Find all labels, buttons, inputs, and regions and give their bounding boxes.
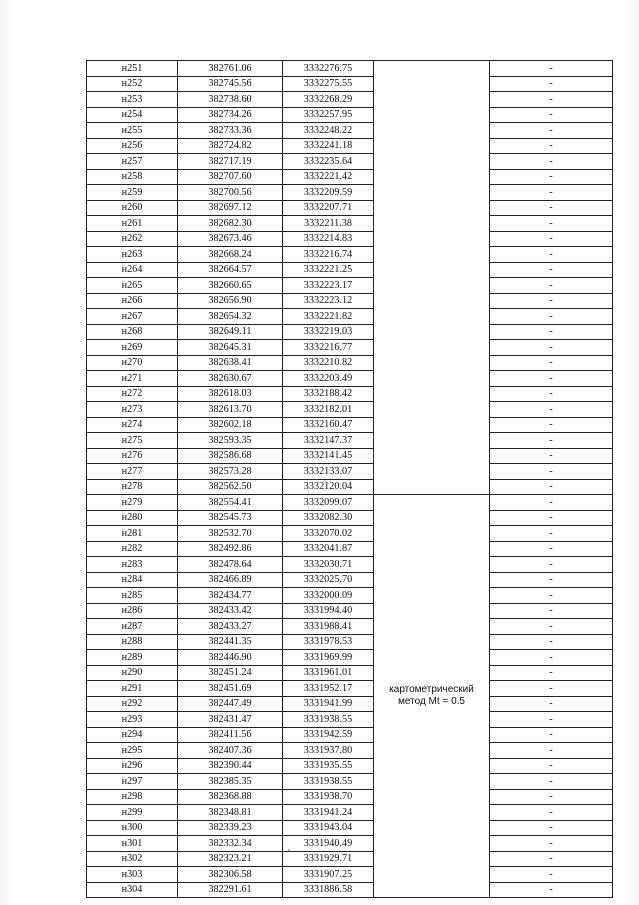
point-id-cell: н251 (87, 61, 178, 77)
y-coordinate-cell: 3332070.02 (283, 526, 374, 542)
x-coordinate-cell: 382431.47 (178, 712, 283, 728)
table-row (87, 309, 613, 325)
point-id-cell: н302 (87, 851, 178, 867)
point-id-cell: н293 (87, 712, 178, 728)
table-row (87, 61, 613, 77)
point-id-cell: н298 (87, 789, 178, 805)
accuracy-dash-cell: - (490, 727, 613, 743)
x-coordinate-cell: 382697.12 (178, 200, 283, 216)
point-id-cell: н287 (87, 619, 178, 635)
x-coordinate-cell: 382738.60 (178, 92, 283, 108)
point-id-cell: н266 (87, 293, 178, 309)
accuracy-dash-cell: - (490, 650, 613, 666)
table-row (87, 712, 613, 728)
accuracy-dash-cell: - (490, 526, 613, 542)
point-id-cell: н262 (87, 231, 178, 247)
x-coordinate-cell: 382682.30 (178, 216, 283, 232)
point-id-cell: н275 (87, 433, 178, 449)
x-coordinate-cell: 382492.86 (178, 541, 283, 557)
accuracy-dash-cell: - (490, 231, 613, 247)
point-id-cell: н268 (87, 324, 178, 340)
y-coordinate-cell: 3332221.82 (283, 309, 374, 325)
x-coordinate-cell: 382466.89 (178, 572, 283, 588)
x-coordinate-cell: 382654.32 (178, 309, 283, 325)
table-row (87, 851, 613, 867)
method-text-line: метод Mt = 0.5 (398, 696, 465, 707)
accuracy-dash-cell: - (490, 402, 613, 418)
accuracy-dash-cell: - (490, 433, 613, 449)
x-coordinate-cell: 382407.36 (178, 743, 283, 759)
x-coordinate-cell: 382613.70 (178, 402, 283, 418)
x-coordinate-cell: 382433.27 (178, 619, 283, 635)
x-coordinate-cell: 382645.31 (178, 340, 283, 356)
y-coordinate-cell: 3331952.17 (283, 681, 374, 697)
y-coordinate-cell: 3331943.04 (283, 820, 374, 836)
point-id-cell: н303 (87, 867, 178, 883)
point-id-cell: н288 (87, 634, 178, 650)
accuracy-dash-cell: - (490, 851, 613, 867)
y-coordinate-cell: 3332223.17 (283, 278, 374, 294)
point-id-cell: н284 (87, 572, 178, 588)
table-row (87, 510, 613, 526)
table-row (87, 650, 613, 666)
y-coordinate-cell: 3331942.59 (283, 727, 374, 743)
y-coordinate-cell: 3331994.40 (283, 603, 374, 619)
table-row (87, 526, 613, 542)
point-id-cell: н256 (87, 138, 178, 154)
point-id-cell: н299 (87, 805, 178, 821)
y-coordinate-cell: 3332257.95 (283, 107, 374, 123)
point-id-cell: н261 (87, 216, 178, 232)
x-coordinate-cell: 382554.41 (178, 495, 283, 511)
table-row (87, 588, 613, 604)
table-row (87, 278, 613, 294)
accuracy-dash-cell: - (490, 386, 613, 402)
y-coordinate-cell: 3332214.83 (283, 231, 374, 247)
accuracy-dash-cell: - (490, 61, 613, 77)
table-row (87, 495, 613, 511)
x-coordinate-cell: 382638.41 (178, 355, 283, 371)
x-coordinate-cell: 382411.56 (178, 727, 283, 743)
x-coordinate-cell: 382734.26 (178, 107, 283, 123)
y-coordinate-cell: 3331961.01 (283, 665, 374, 681)
accuracy-dash-cell: - (490, 836, 613, 852)
table-row (87, 293, 613, 309)
table-row (87, 402, 613, 418)
y-coordinate-cell: 3332275.55 (283, 76, 374, 92)
point-id-cell: н253 (87, 92, 178, 108)
table-row (87, 743, 613, 759)
point-id-cell: н260 (87, 200, 178, 216)
x-coordinate-cell: 382532.70 (178, 526, 283, 542)
y-coordinate-cell: 3331969.99 (283, 650, 374, 666)
y-coordinate-cell: 3331941.99 (283, 696, 374, 712)
accuracy-dash-cell: - (490, 76, 613, 92)
y-coordinate-cell: 3332041.87 (283, 541, 374, 557)
x-coordinate-cell: 382446.90 (178, 650, 283, 666)
y-coordinate-cell: 3332207.71 (283, 200, 374, 216)
table-row (87, 572, 613, 588)
x-coordinate-cell: 382451.69 (178, 681, 283, 697)
y-coordinate-cell: 3332216.74 (283, 247, 374, 263)
point-id-cell: н280 (87, 510, 178, 526)
accuracy-dash-cell: - (490, 107, 613, 123)
method-text-line: картометрический (389, 684, 474, 695)
table-row (87, 448, 613, 464)
table-row (87, 882, 613, 898)
point-id-cell: н267 (87, 309, 178, 325)
table-row (87, 262, 613, 278)
x-coordinate-cell: 382630.67 (178, 371, 283, 387)
y-coordinate-cell: 3331938.55 (283, 712, 374, 728)
y-coordinate-cell: 3332160.47 (283, 417, 374, 433)
table-row (87, 433, 613, 449)
point-id-cell: н283 (87, 557, 178, 573)
y-coordinate-cell: 3331978.53 (283, 634, 374, 650)
point-id-cell: н273 (87, 402, 178, 418)
accuracy-dash-cell: - (490, 789, 613, 805)
y-coordinate-cell: 3332221.42 (283, 169, 374, 185)
y-coordinate-cell: 3332203.49 (283, 371, 374, 387)
point-id-cell: н269 (87, 340, 178, 356)
accuracy-dash-cell: - (490, 557, 613, 573)
point-id-cell: н282 (87, 541, 178, 557)
table-row (87, 247, 613, 263)
accuracy-dash-cell: - (490, 495, 613, 511)
y-coordinate-cell: 3332241.18 (283, 138, 374, 154)
y-coordinate-cell: 3331937.80 (283, 743, 374, 759)
x-coordinate-cell: 382649.11 (178, 324, 283, 340)
y-coordinate-cell: 3332216.77 (283, 340, 374, 356)
x-coordinate-cell: 382707.60 (178, 169, 283, 185)
table-row (87, 169, 613, 185)
y-coordinate-cell: 3332000.09 (283, 588, 374, 604)
x-coordinate-cell: 382618.03 (178, 386, 283, 402)
point-id-cell: н257 (87, 154, 178, 170)
x-coordinate-cell: 382451.24 (178, 665, 283, 681)
table-row (87, 820, 613, 836)
accuracy-dash-cell: - (490, 712, 613, 728)
x-coordinate-cell: 382733.36 (178, 123, 283, 139)
table-row (87, 231, 613, 247)
accuracy-dash-cell: - (490, 665, 613, 681)
y-coordinate-cell: 3331940.49 (283, 836, 374, 852)
y-coordinate-cell: 3331935.55 (283, 758, 374, 774)
accuracy-dash-cell: - (490, 123, 613, 139)
accuracy-dash-cell: - (490, 510, 613, 526)
accuracy-dash-cell: - (490, 634, 613, 650)
x-coordinate-cell: 382593.35 (178, 433, 283, 449)
accuracy-dash-cell: - (490, 820, 613, 836)
point-id-cell: н272 (87, 386, 178, 402)
x-coordinate-cell: 382478.64 (178, 557, 283, 573)
accuracy-dash-cell: - (490, 619, 613, 635)
table-row (87, 107, 613, 123)
table-row (87, 355, 613, 371)
x-coordinate-cell: 382306.58 (178, 867, 283, 883)
accuracy-dash-cell: - (490, 867, 613, 883)
y-coordinate-cell: 3331929.71 (283, 851, 374, 867)
point-id-cell: н274 (87, 417, 178, 433)
table-row (87, 123, 613, 139)
y-coordinate-cell: 3332221.25 (283, 262, 374, 278)
y-coordinate-cell: 3332209.59 (283, 185, 374, 201)
point-id-cell: н263 (87, 247, 178, 263)
x-coordinate-cell: 382339.23 (178, 820, 283, 836)
y-coordinate-cell: 3332276.75 (283, 61, 374, 77)
table-row (87, 386, 613, 402)
point-id-cell: н277 (87, 464, 178, 480)
table-row (87, 789, 613, 805)
table-row (87, 603, 613, 619)
point-id-cell: н278 (87, 479, 178, 495)
point-id-cell: н297 (87, 774, 178, 790)
x-coordinate-cell: 382700.56 (178, 185, 283, 201)
x-coordinate-cell: 382348.81 (178, 805, 283, 821)
x-coordinate-cell: 382545.73 (178, 510, 283, 526)
y-coordinate-cell: 3332235.64 (283, 154, 374, 170)
accuracy-dash-cell: - (490, 169, 613, 185)
accuracy-dash-cell: - (490, 247, 613, 263)
point-id-cell: н304 (87, 882, 178, 898)
point-id-cell: н281 (87, 526, 178, 542)
accuracy-dash-cell: - (490, 696, 613, 712)
table-row (87, 696, 613, 712)
accuracy-dash-cell: - (490, 743, 613, 759)
point-id-cell: н301 (87, 836, 178, 852)
point-id-cell: н270 (87, 355, 178, 371)
y-coordinate-cell: 3331988.41 (283, 619, 374, 635)
table-row (87, 867, 613, 883)
accuracy-dash-cell: - (490, 324, 613, 340)
point-id-cell: н259 (87, 185, 178, 201)
y-coordinate-cell: 3331907.25 (283, 867, 374, 883)
x-coordinate-cell: 382291.61 (178, 882, 283, 898)
y-coordinate-cell: 3332030.71 (283, 557, 374, 573)
x-coordinate-cell: 382745.56 (178, 76, 283, 92)
table-row (87, 805, 613, 821)
x-coordinate-cell: 382390.44 (178, 758, 283, 774)
point-id-cell: н295 (87, 743, 178, 759)
x-coordinate-cell: 382602.18 (178, 417, 283, 433)
accuracy-dash-cell: - (490, 479, 613, 495)
table-row (87, 371, 613, 387)
point-id-cell: н254 (87, 107, 178, 123)
accuracy-dash-cell: - (490, 541, 613, 557)
x-coordinate-cell: 382447.49 (178, 696, 283, 712)
accuracy-dash-cell: - (490, 758, 613, 774)
point-id-cell: н258 (87, 169, 178, 185)
y-coordinate-cell: 3331941.24 (283, 805, 374, 821)
table-row (87, 417, 613, 433)
accuracy-dash-cell: - (490, 355, 613, 371)
coordinates-table-body (87, 61, 613, 898)
x-coordinate-cell: 382660.65 (178, 278, 283, 294)
accuracy-dash-cell: - (490, 681, 613, 697)
y-coordinate-cell: 3332147.37 (283, 433, 374, 449)
table-row (87, 681, 613, 697)
accuracy-dash-cell: - (490, 774, 613, 790)
accuracy-dash-cell: - (490, 185, 613, 201)
x-coordinate-cell: 382332.34 (178, 836, 283, 852)
method-cell (374, 495, 490, 898)
accuracy-dash-cell: - (490, 278, 613, 294)
point-id-cell: н292 (87, 696, 178, 712)
point-id-cell: н279 (87, 495, 178, 511)
x-coordinate-cell: 382573.28 (178, 464, 283, 480)
accuracy-dash-cell: - (490, 340, 613, 356)
x-coordinate-cell: 382724.82 (178, 138, 283, 154)
table-row (87, 185, 613, 201)
x-coordinate-cell: 382368.88 (178, 789, 283, 805)
y-coordinate-cell: 3332219.03 (283, 324, 374, 340)
x-coordinate-cell: 382673.46 (178, 231, 283, 247)
accuracy-dash-cell: - (490, 464, 613, 480)
table-row (87, 324, 613, 340)
accuracy-dash-cell: - (490, 154, 613, 170)
x-coordinate-cell: 382656.90 (178, 293, 283, 309)
point-id-cell: н290 (87, 665, 178, 681)
point-id-cell: н286 (87, 603, 178, 619)
point-id-cell: н265 (87, 278, 178, 294)
table-row (87, 200, 613, 216)
table-row (87, 619, 613, 635)
accuracy-dash-cell: - (490, 572, 613, 588)
table-row (87, 774, 613, 790)
table-row (87, 665, 613, 681)
x-coordinate-cell: 382668.24 (178, 247, 283, 263)
point-id-cell: н300 (87, 820, 178, 836)
table-row (87, 464, 613, 480)
table-row (87, 557, 613, 573)
accuracy-dash-cell: - (490, 417, 613, 433)
table-row (87, 138, 613, 154)
y-coordinate-cell: 3332025.70 (283, 572, 374, 588)
x-coordinate-cell: 382323.21 (178, 851, 283, 867)
point-id-cell: н264 (87, 262, 178, 278)
accuracy-dash-cell: - (490, 588, 613, 604)
y-coordinate-cell: 3332120.04 (283, 479, 374, 495)
x-coordinate-cell: 382433.42 (178, 603, 283, 619)
y-coordinate-cell: 3332268.29 (283, 92, 374, 108)
table-row (87, 634, 613, 650)
accuracy-dash-cell: - (490, 138, 613, 154)
y-coordinate-cell: 3332099.07 (283, 495, 374, 511)
point-id-cell: н271 (87, 371, 178, 387)
y-coordinate-cell: 3332223.12 (283, 293, 374, 309)
scan-speck (288, 849, 290, 851)
table-row (87, 76, 613, 92)
point-id-cell: н289 (87, 650, 178, 666)
table-row (87, 479, 613, 495)
accuracy-dash-cell: - (490, 92, 613, 108)
table-row (87, 727, 613, 743)
x-coordinate-cell: 382562.50 (178, 479, 283, 495)
accuracy-dash-cell: - (490, 448, 613, 464)
table-row (87, 154, 613, 170)
x-coordinate-cell: 382434.77 (178, 588, 283, 604)
x-coordinate-cell: 382761.06 (178, 61, 283, 77)
table-row (87, 758, 613, 774)
x-coordinate-cell: 382664.57 (178, 262, 283, 278)
table-row (87, 541, 613, 557)
point-id-cell: н276 (87, 448, 178, 464)
point-id-cell: н252 (87, 76, 178, 92)
table-row (87, 340, 613, 356)
y-coordinate-cell: 3332210.82 (283, 355, 374, 371)
point-id-cell: н296 (87, 758, 178, 774)
table-row (87, 836, 613, 852)
accuracy-dash-cell: - (490, 882, 613, 898)
accuracy-dash-cell: - (490, 309, 613, 325)
y-coordinate-cell: 3332182.01 (283, 402, 374, 418)
y-coordinate-cell: 3331938.55 (283, 774, 374, 790)
y-coordinate-cell: 3331886.58 (283, 882, 374, 898)
point-id-cell: н291 (87, 681, 178, 697)
point-id-cell: н294 (87, 727, 178, 743)
y-coordinate-cell: 3332141.45 (283, 448, 374, 464)
y-coordinate-cell: 3332211.38 (283, 216, 374, 232)
x-coordinate-cell: 382717.19 (178, 154, 283, 170)
y-coordinate-cell: 3331938.70 (283, 789, 374, 805)
accuracy-dash-cell: - (490, 371, 613, 387)
accuracy-dash-cell: - (490, 200, 613, 216)
x-coordinate-cell: 382385.35 (178, 774, 283, 790)
coordinates-table (86, 60, 613, 898)
point-id-cell: н255 (87, 123, 178, 139)
point-id-cell: н285 (87, 588, 178, 604)
accuracy-dash-cell: - (490, 805, 613, 821)
accuracy-dash-cell: - (490, 262, 613, 278)
y-coordinate-cell: 3332188.42 (283, 386, 374, 402)
method-cell (374, 61, 490, 495)
table-row (87, 216, 613, 232)
table-row (87, 92, 613, 108)
y-coordinate-cell: 3332248.22 (283, 123, 374, 139)
accuracy-dash-cell: - (490, 293, 613, 309)
y-coordinate-cell: 3332082.30 (283, 510, 374, 526)
accuracy-dash-cell: - (490, 603, 613, 619)
x-coordinate-cell: 382586.68 (178, 448, 283, 464)
accuracy-dash-cell: - (490, 216, 613, 232)
x-coordinate-cell: 382441.35 (178, 634, 283, 650)
y-coordinate-cell: 3332133.07 (283, 464, 374, 480)
